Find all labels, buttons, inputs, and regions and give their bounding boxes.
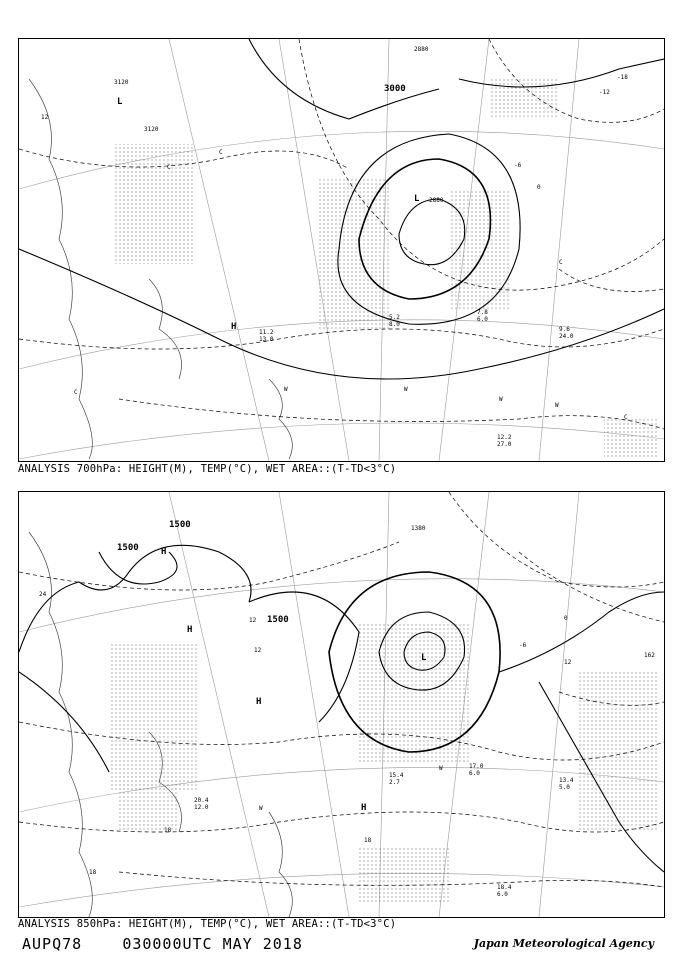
station-value: 24.0	[559, 333, 574, 340]
station-value: 5.0	[559, 784, 570, 791]
station-value: 5.2	[389, 314, 400, 321]
agency-name: Japan Meteorological Agency	[473, 937, 654, 950]
bulletin-header	[22, 935, 303, 953]
warm-center: W	[439, 765, 443, 772]
warm-center: W	[284, 386, 288, 393]
temp-label: 24	[39, 591, 47, 598]
height-label: 1500	[117, 543, 139, 553]
height-label: 1500	[267, 615, 289, 625]
temp-label: 12	[41, 114, 49, 121]
warm-center: W	[404, 386, 408, 393]
chart-850hpa	[18, 491, 665, 918]
low-center: L	[117, 97, 123, 107]
temp-label: 12	[564, 659, 572, 666]
station-value: 6.0	[477, 316, 488, 323]
temp-label: 0	[537, 184, 541, 191]
chart-850hpa-map	[19, 492, 664, 917]
temp-label: -18	[617, 74, 628, 81]
coastline	[29, 79, 292, 459]
height-label: 1500	[169, 520, 191, 530]
height-label: 3000	[384, 84, 406, 94]
chart-700hpa-map	[19, 39, 664, 461]
chart-700hpa	[18, 38, 665, 462]
height-label: 1380	[411, 525, 426, 532]
station-value: 9.6	[559, 326, 570, 333]
high-center: H	[187, 625, 193, 635]
station-value: 12.0	[194, 804, 209, 811]
station-value: 13.4	[559, 777, 574, 784]
station-value: 6.0	[497, 891, 508, 898]
temp-label: 162	[644, 652, 655, 659]
station-value: 11.2	[259, 329, 274, 336]
bulletin-code: AUPQ78	[22, 935, 83, 953]
cold-center: C	[624, 414, 628, 421]
warm-center: W	[499, 396, 503, 403]
temp-label: 18	[364, 837, 372, 844]
station-value: 8.0	[389, 321, 400, 328]
temp-label: -6	[519, 642, 527, 649]
temp-label: 18	[89, 869, 97, 876]
cold-center: C	[74, 389, 78, 396]
wet-area	[109, 622, 659, 902]
station-value: 7.8	[477, 309, 488, 316]
station-value: 27.0	[497, 441, 512, 448]
temp-label: -6	[514, 162, 522, 169]
high-center: H	[361, 803, 367, 813]
temp-label: 0	[564, 615, 568, 622]
station-value: 2.7	[389, 779, 400, 786]
station-value: 6.0	[469, 770, 480, 777]
warm-center: W	[259, 805, 263, 812]
high-center: H	[231, 322, 237, 332]
low-center: L	[421, 653, 427, 663]
station-value: 20.4	[194, 797, 209, 804]
low-center: L	[414, 194, 420, 204]
temp-label: 18	[164, 827, 172, 834]
station-value: 12.2	[497, 434, 512, 441]
cold-center: C	[219, 149, 223, 156]
cold-center: C	[559, 259, 563, 266]
temp-label: 12	[249, 617, 257, 624]
height-label: 3120	[144, 126, 159, 133]
station-value: 15.4	[389, 772, 404, 779]
high-center: H	[256, 697, 262, 707]
caption-850hpa: ANALYSIS 850hPa: HEIGHT(M), TEMP(°C), WET AREA::(T-TD<3°C)	[18, 918, 397, 930]
height-label: 2880	[414, 46, 429, 53]
height-labels	[117, 520, 426, 625]
caption-700hpa: ANALYSIS 700hPa: HEIGHT(M), TEMP(°C), WET AREA::(T-TD<3°C)	[18, 463, 397, 475]
high-center: H	[161, 547, 167, 557]
height-label: 2880	[429, 197, 444, 204]
station-value: 17.0	[469, 763, 484, 770]
bulletin-time: 030000UTC MAY 2018	[122, 935, 303, 953]
temp-label: 12	[254, 647, 262, 654]
temp-label: -12	[599, 89, 610, 96]
station-value: 13.0	[259, 336, 274, 343]
warm-center: W	[555, 402, 559, 409]
station-value: 18.4	[497, 884, 512, 891]
cold-center: C	[167, 164, 171, 171]
height-label: 3120	[114, 79, 129, 86]
